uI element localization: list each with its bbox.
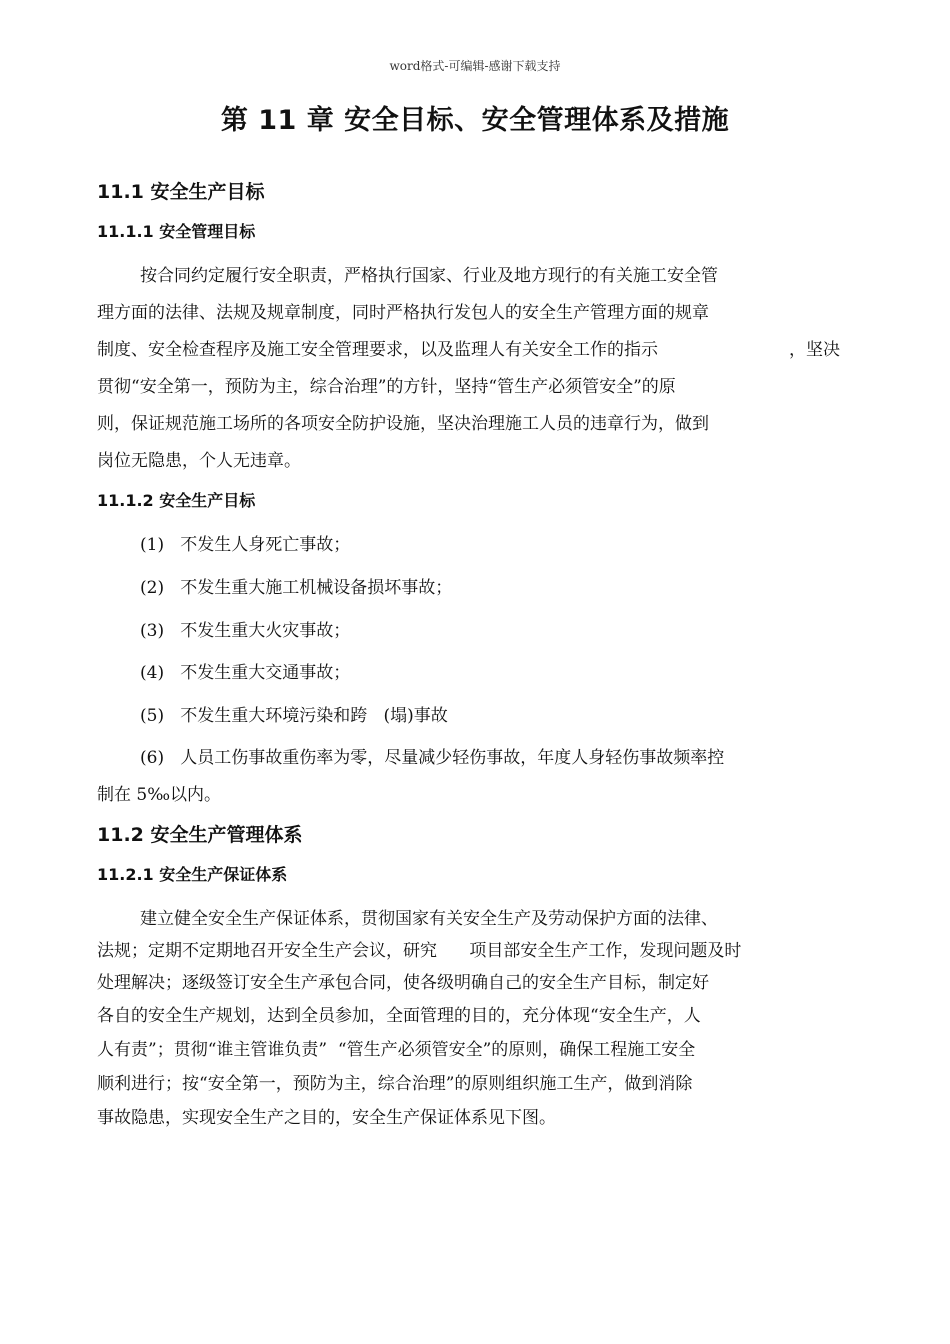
goal-list-item: (5) 不发生重大环境污染和跨 (塌)事故 — [140, 706, 448, 726]
paragraph-line: 人有责”；贯彻“谁主管谁负责” “管生产必须管安全”的原则，确保工程施工安全 — [97, 1040, 696, 1060]
paragraph-line: 处理解决；逐级签订安全生产承包合同，使各级明确自己的安全生产目标，制定好 — [97, 973, 709, 993]
paragraph-line: 事故隐患，实现安全生产之目的，安全生产保证体系见下图。 — [97, 1108, 556, 1128]
goal-list-continuation: 制在 5‰以内。 — [97, 785, 222, 805]
goal-list-item: (1) 不发生人身死亡事故； — [140, 535, 351, 555]
section-heading-11-2: 11.2 安全生产管理体系 — [97, 824, 303, 846]
paragraph-line: 岗位无隐患，个人无违章。 — [97, 451, 301, 471]
paragraph-line-tail: ，坚决 — [789, 340, 840, 360]
chapter-title: 第 11 章 安全目标、安全管理体系及措施 — [220, 105, 730, 136]
paragraph-line: 建立健全安全生产保证体系，贯彻国家有关安全生产及劳动保护方面的法律、 — [140, 909, 718, 929]
paragraph-line: 按合同约定履行安全职责，严格执行国家、行业及地方现行的有关施工安全管 — [140, 266, 718, 286]
paragraph-line: 各自的安全生产规划，达到全员参加，全面管理的目的，充分体现“安全生产，人 — [97, 1006, 701, 1026]
paragraph-line: 法规；定期不定期地召开安全生产会议，研究 项目部安全生产工作，发现问题及时 — [97, 941, 742, 961]
header-watermark: word格式-可编辑-感谢下载支持 — [389, 59, 561, 73]
paragraph-line: 则，保证规范施工场所的各项安全防护设施，坚决治理施工人员的违章行为，做到 — [97, 414, 709, 434]
goal-list-item: (4) 不发生重大交通事故； — [140, 663, 351, 683]
goal-list-item: (6) 人员工伤事故重伤率为零，尽量减少轻伤事故，年度人身轻伤事故频率控 — [140, 748, 725, 768]
goal-list-item: (3) 不发生重大火灾事故； — [140, 621, 351, 641]
subsection-heading-11-2-1: 11.2.1 安全生产保证体系 — [97, 865, 288, 884]
section-heading-11-1: 11.1 安全生产目标 — [97, 181, 265, 203]
goal-list-item: (2) 不发生重大施工机械设备损坏事故； — [140, 578, 453, 598]
paragraph-line: 理方面的法律、法规及规章制度，同时严格执行发包人的安全生产管理方面的规章 — [97, 303, 709, 323]
subsection-heading-11-1-1: 11.1.1 安全管理目标 — [97, 222, 256, 241]
subsection-heading-11-1-2: 11.1.2 安全生产目标 — [97, 491, 256, 510]
paragraph-line: 制度、安全检查程序及施工安全管理要求，以及监理人有关安全工作的指示 — [97, 340, 658, 360]
paragraph-line: 贯彻“安全第一，预防为主，综合治理”的方针，坚持“管生产必须管安全”的原 — [97, 377, 676, 397]
paragraph-line: 顺利进行；按“安全第一，预防为主，综合治理”的原则组织施工生产，做到消除 — [97, 1074, 693, 1094]
